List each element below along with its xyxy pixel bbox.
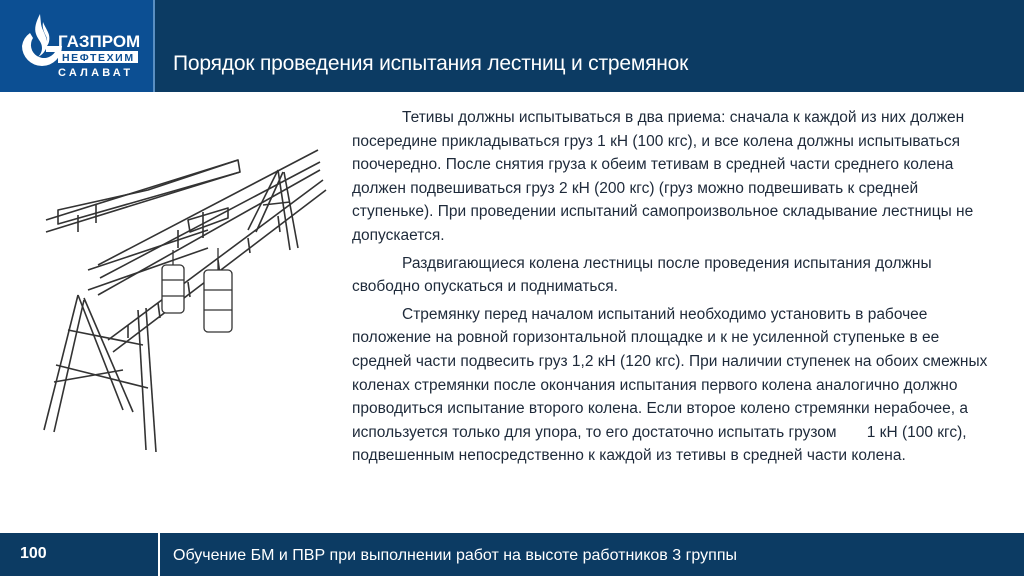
logo-line2: НЕФТЕХИМ (62, 52, 135, 64)
logo-brand: ГАЗПРОМ (58, 32, 141, 51)
paragraph-3: Стремянку перед началом испытаний необходимо установить в рабочее положение на ровной горизонтальной площадке и к не усиленной ступеньке в ее средней части подвесить груз 1,2 кН (120 кгс). При наличии ступенек на обоих смежных коленах стремянки после окончания испытания первого колена аналогично должно проводиться испытание второго колена. Если второе колено стремянки нерабочее, а используется только для упора, то его достаточно испытать грузом 1 кН (100 кгс), подвешенным непосредственно к каждой из тетивы в средней части колена. (352, 305, 992, 465)
ladder-test-illustration (28, 120, 346, 465)
gazprom-flame-icon (0, 0, 153, 92)
text-content (352, 106, 1002, 472)
footer-bar (0, 533, 1024, 576)
company-logo (0, 0, 155, 92)
paragraph-2: Раздвигающиеся колена лестницы после проведения испытания должны свободно опускаться и подниматься. (352, 254, 932, 296)
page-title: Порядок проведения испытания лестниц и стремянок (173, 52, 689, 75)
logo-line3: САЛАВАТ (58, 67, 134, 79)
page-number: 100 (20, 545, 47, 562)
footer-text: Обучение БМ и ПВР при выполнении работ на высоте работников 3 группы (173, 547, 737, 564)
header-bar (0, 0, 1024, 92)
paragraph-1: Тетивы должны испытываться в два приема: сначала к каждой из них должен посередине прикладываться груз 1 кН (100 кгс), и все колена должны испытываться поочередно. После снятия груза к обеим тетивам в средней части среднего колена должен подвешиваться груз 2 кН (200 кгс) (груз можно подвешивать к средней ступеньке). При проведении испытаний самопроизвольное складывание лестницы не допускается. (352, 109, 974, 244)
page-number-box (0, 533, 160, 576)
